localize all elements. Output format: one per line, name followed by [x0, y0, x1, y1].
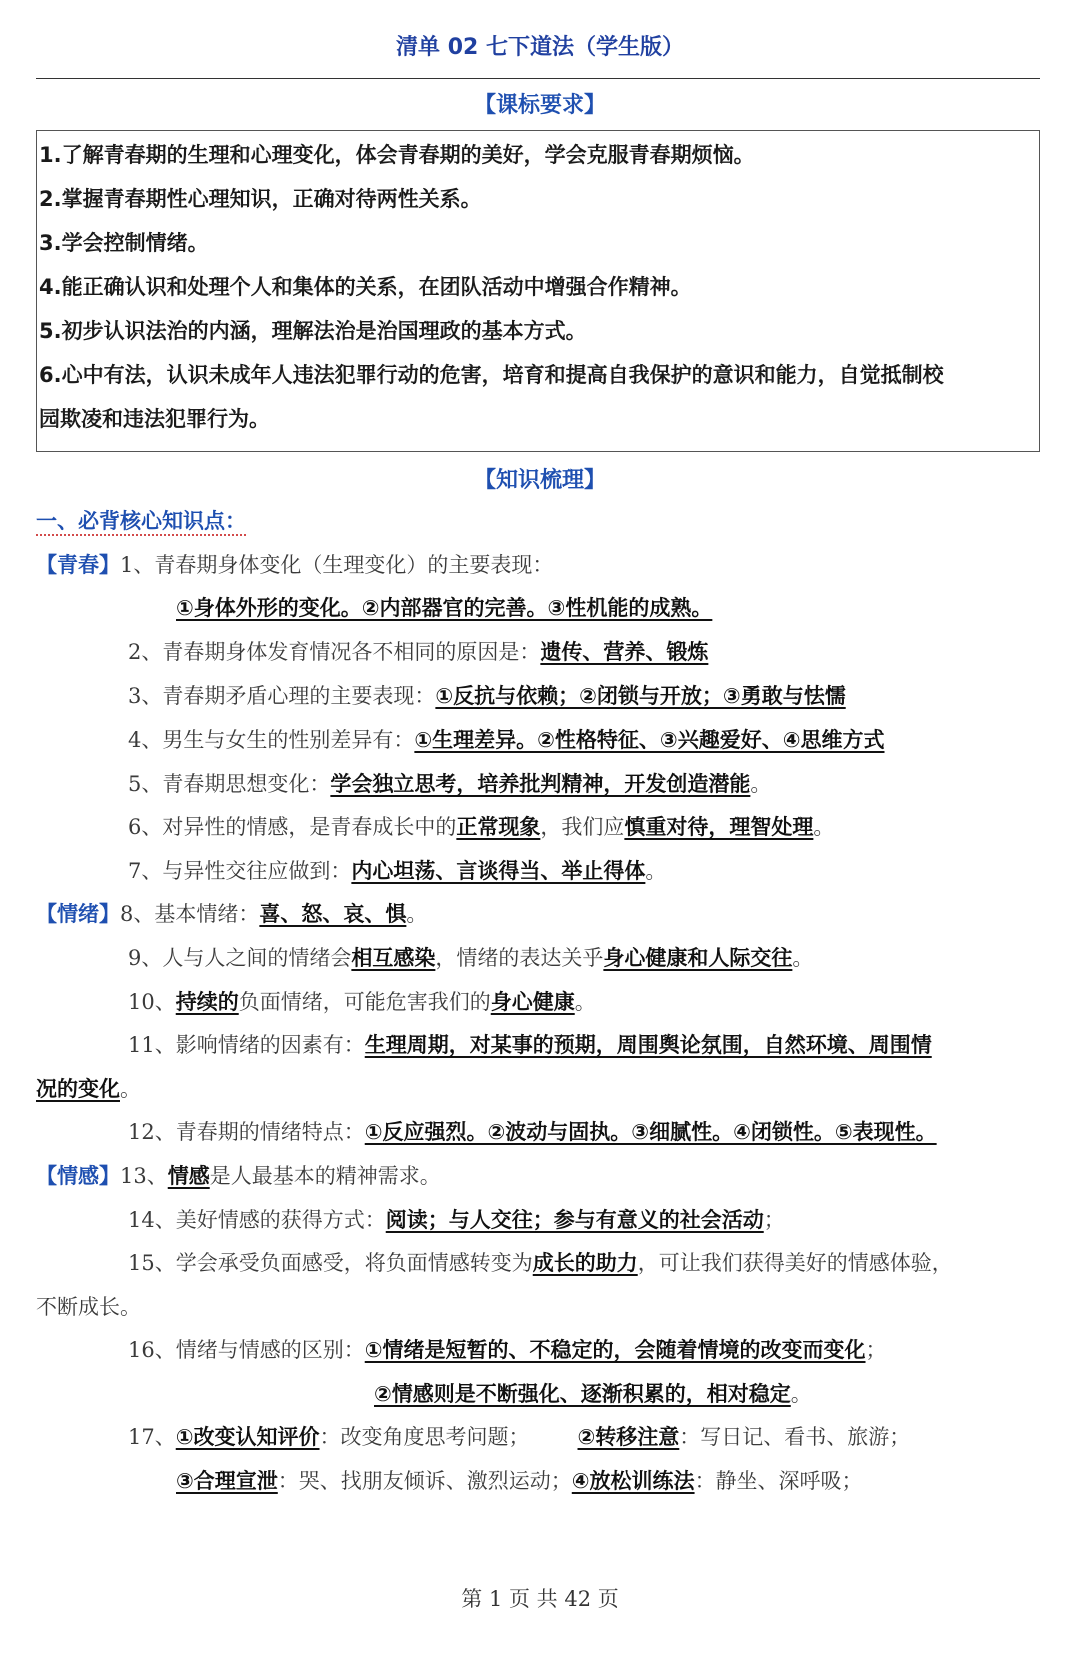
- knowledge-line-17: [128, 1423, 910, 1451]
- key-answer: ②情感则是不断强化、逐渐积累的，相对稳定: [374, 1382, 791, 1406]
- key-answer: 阅读；与人交往；参与有意义的社会活动: [385, 1208, 764, 1232]
- requirement-item: 6.心中有法，认识未成年人违法犯罪行动的危害，培育和提高自我保护的意识和能力，自觉抵制校: [39, 363, 944, 387]
- core-points-heading: 一、必背核心知识点：: [36, 508, 246, 536]
- line-text: 。: [790, 1382, 812, 1406]
- line-text: 。: [645, 859, 667, 883]
- line-text: 8、基本情绪：: [120, 902, 260, 926]
- knowledge-line-6: [128, 813, 834, 841]
- key-answer: 喜、怒、哀、惧: [259, 902, 407, 926]
- line-text: 15、学会承受负面感受，将负面情感转变为: [128, 1251, 533, 1275]
- line-text: 是人最基本的精神需求。: [209, 1164, 441, 1188]
- requirement-item: 1.了解青春期的生理和心理变化，体会青春期的美好，学会克服青春期烦恼。: [39, 143, 755, 167]
- key-answer: 生理周期，对某事的预期，周围舆论氛围，自然环境、周围情: [364, 1033, 932, 1057]
- key-answer: 成长的助力: [532, 1251, 638, 1275]
- knowledge-line-7: [128, 857, 666, 885]
- knowledge-line-17b: [176, 1467, 863, 1495]
- page-footer: 第 1 页 共 42 页: [461, 1587, 619, 1611]
- tag-feeling: 【情感】: [36, 1164, 120, 1188]
- requirement-item: 2.掌握青春期性心理知识，正确对待两性关系。: [39, 187, 482, 211]
- line-text: ：改变角度思考问题；: [319, 1425, 530, 1449]
- key-answer: ①情绪是短暂的、不稳定的，会随着情境的改变而变化: [364, 1338, 866, 1362]
- key-answer: ①生理差异。②性格特征、③兴趣爱好、④思维方式: [414, 728, 885, 752]
- line-text: ；: [865, 1338, 887, 1362]
- line-text: 。: [750, 772, 772, 796]
- key-answer: 况的变化: [36, 1077, 120, 1101]
- line-text: 9、人与人之间的情绪会: [128, 946, 352, 970]
- knowledge-line-16b: [374, 1380, 812, 1408]
- key-answer: 身心健康: [490, 990, 575, 1014]
- knowledge-line-1: [36, 551, 553, 579]
- line-text: ：写日记、看书、旅游；: [679, 1425, 911, 1449]
- key-answer: 相互感染: [351, 946, 436, 970]
- requirements-heading: 【课标要求】: [473, 93, 606, 118]
- key-answer: 内心坦荡、言谈得当、举止得体: [351, 859, 646, 883]
- tag-emotion: 【情绪】: [36, 902, 120, 926]
- knowledge-line-5: [128, 770, 771, 798]
- line-text: ：哭、找朋友倾诉、激烈运动；: [277, 1469, 572, 1493]
- line-text: 14、美好情感的获得方式：: [128, 1208, 386, 1232]
- line-text: ：静坐、深呼吸；: [694, 1469, 863, 1493]
- knowledge-line-1b: [176, 594, 712, 622]
- knowledge-line-11: [128, 1031, 932, 1059]
- line-text: 17、: [128, 1425, 176, 1449]
- line-text: 。: [792, 946, 814, 970]
- knowledge-heading: 【知识梳理】: [473, 468, 606, 493]
- requirement-item: 4.能正确认识和处理个人和集体的关系，在团队活动中增强合作精神。: [39, 275, 692, 299]
- line-text: 12、青春期的情绪特点：: [128, 1120, 365, 1144]
- line-text: ，可让我们获得美好的情感体验，: [637, 1251, 953, 1275]
- key-answer: ①反抗与依赖；②闭锁与开放；③勇敢与怯懦: [435, 684, 846, 708]
- knowledge-line-12: [128, 1118, 937, 1146]
- title-divider: [36, 78, 1040, 79]
- knowledge-line-15b: [36, 1293, 141, 1321]
- knowledge-line-2: [128, 638, 708, 666]
- key-answer: 正常现象: [456, 815, 541, 839]
- line-text: 6、对异性的情感，是青春成长中的: [128, 815, 457, 839]
- line-text: 负面情绪，可能危害我们的: [238, 990, 491, 1014]
- line-text: 5、青春期思想变化：: [128, 772, 331, 796]
- line-text: 7、与异性交往应做到：: [128, 859, 352, 883]
- knowledge-line-13: [36, 1162, 441, 1190]
- requirement-item: 园欺凌和违法犯罪行为。: [39, 407, 270, 431]
- knowledge-line-16: [128, 1336, 887, 1364]
- line-text: 。: [574, 990, 596, 1014]
- page-title: 清单 02 七下道法（学生版）: [396, 35, 684, 60]
- requirement-item: 5.初步认识法治的内涵，理解法治是治国理政的基本方式。: [39, 319, 587, 343]
- requirements-box: [36, 130, 1040, 452]
- key-answer: ①身体外形的变化。②内部器官的完善。③性机能的成熟。: [176, 596, 713, 620]
- requirement-item: 3.学会控制情绪。: [39, 231, 209, 255]
- knowledge-line-9: [128, 944, 813, 972]
- knowledge-line-8: [36, 900, 427, 928]
- key-answer: 学会独立思考，培养批判精神，开发创造潜能: [330, 772, 751, 796]
- line-text: 1、青春期身体变化（生理变化）的主要表现：: [120, 553, 554, 577]
- knowledge-line-10: [128, 988, 596, 1016]
- key-answer: 持续的: [175, 990, 239, 1014]
- key-answer: 慎重对待，理智处理: [624, 815, 814, 839]
- key-answer: ①反应强烈。②波动与固执。③细腻性。④闭锁性。⑤表现性。: [364, 1120, 937, 1144]
- knowledge-line-3: [128, 682, 846, 710]
- line-text: 4、男生与女生的性别差异有：: [128, 728, 415, 752]
- key-answer: ③合理宣泄: [176, 1469, 278, 1493]
- key-answer: ②转移注意: [577, 1425, 680, 1449]
- key-answer: 身心健康和人际交往: [603, 946, 793, 970]
- knowledge-line-15: [128, 1249, 953, 1277]
- knowledge-line-11b: [36, 1075, 141, 1103]
- line-text: 。: [406, 902, 428, 926]
- key-answer: 情感: [167, 1164, 210, 1188]
- line-text: 10、: [128, 990, 176, 1014]
- line-text: 不断成长。: [36, 1295, 141, 1319]
- line-text: ；: [763, 1208, 785, 1232]
- knowledge-line-14: [128, 1206, 785, 1234]
- line-text: 2、青春期身体发育情况各不相同的原因是：: [128, 640, 541, 664]
- line-text: ，我们应: [540, 815, 625, 839]
- key-answer: 遗传、营养、锻炼: [540, 640, 709, 664]
- knowledge-line-4: [128, 726, 885, 754]
- line-text: 。: [813, 815, 835, 839]
- line-text: 。: [120, 1077, 141, 1101]
- line-text: 11、影响情绪的因素有：: [128, 1033, 365, 1057]
- line-text: ，情绪的表达关乎: [435, 946, 604, 970]
- line-text: 16、情绪与情感的区别：: [128, 1338, 365, 1362]
- tag-youth: 【青春】: [36, 553, 120, 577]
- line-text: 3、青春期矛盾心理的主要表现：: [128, 684, 436, 708]
- key-answer: ④放松训练法: [571, 1469, 695, 1493]
- key-answer: ①改变认知评价: [175, 1425, 320, 1449]
- line-text: 13、: [120, 1164, 168, 1188]
